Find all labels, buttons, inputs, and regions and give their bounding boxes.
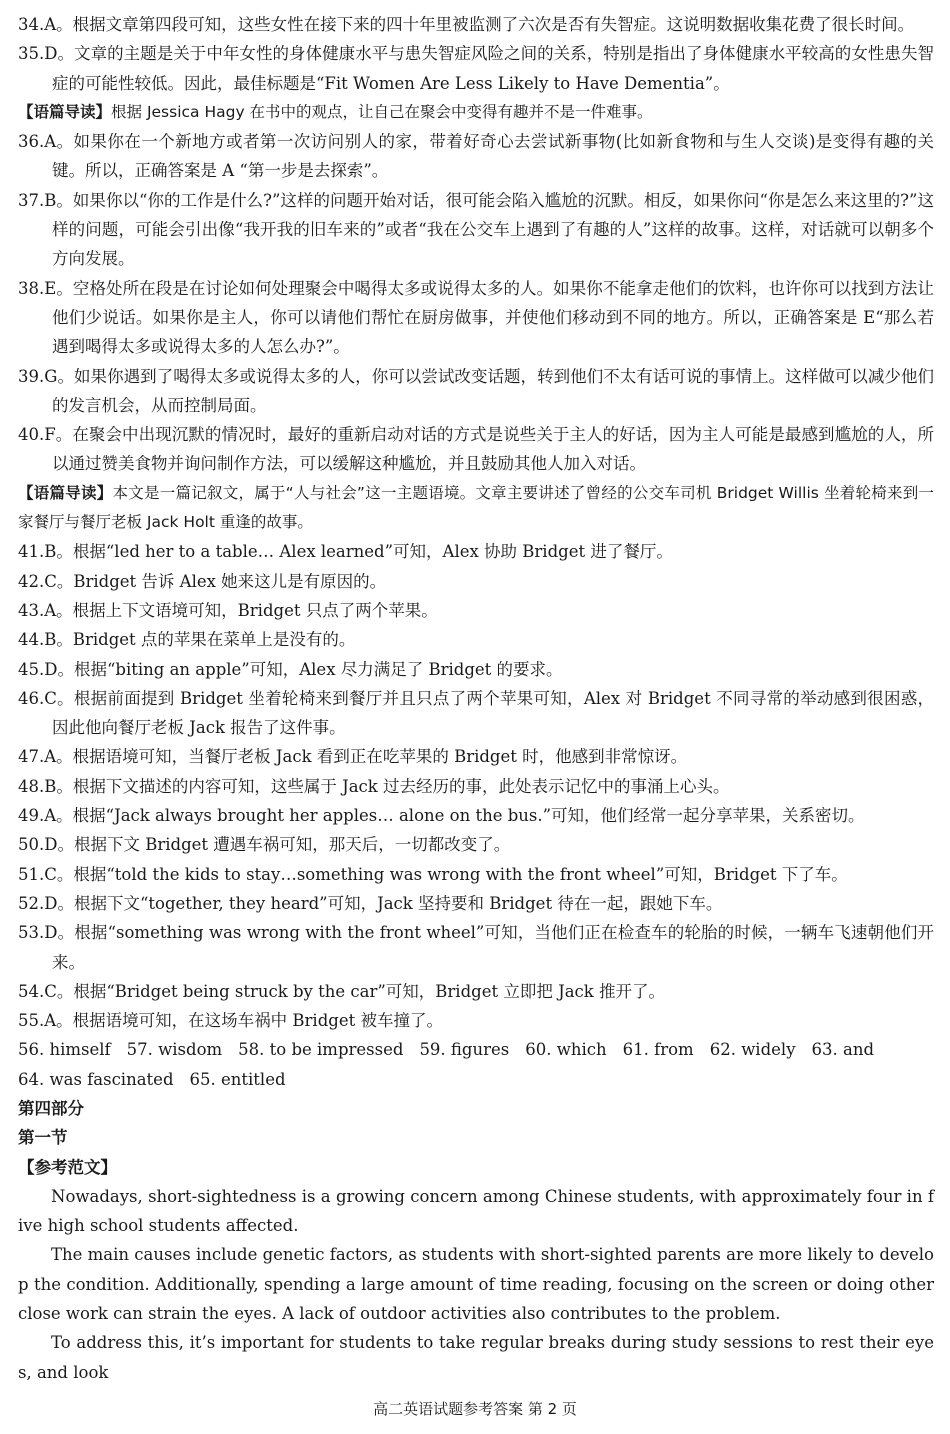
blank-answer: 56. himself (18, 1040, 111, 1060)
blank-answer: 65. entitled (189, 1069, 286, 1089)
answer-item: 45.D。根据“biting an apple”可知，Alex 尽力满足了 Bridget 的要求。 (18, 659, 563, 679)
answer-item: 37.B。如果你以“你的工作是什么?”这样的问题开始对话，很可能会陷入尴尬的沉默。相反，如果你问“你是怎么来这里的?”这样的问题，可能会引出像“我开我的旧车来的”或者“我在公交车上遇到了有趣的人”这样的故事。这样，对话就可以朝多个方向发展。 (18, 190, 934, 269)
answer-item: 43.A。根据上下文语境可知，Bridget 只点了两个苹果。 (18, 600, 438, 620)
passage-guide (18, 98, 934, 127)
sample-essay-heading: 【参考范文】 (18, 1157, 117, 1177)
answer-item: 39.G。如果你遇到了喝得太多或说得太多的人，你可以尝试改变话题，转到他们不太有话可说的事情上。这样做可以减少他们的发言机会，从而控制局面。 (18, 366, 934, 415)
page-footer: 高二英语试题参考答案 第 2 页 (373, 1400, 577, 1418)
guide-text: 根据 Jessica Hagy 在书中的观点，让自己在聚会中变得有趣并不是一件难事。 (111, 102, 653, 121)
answer-item: 50.D。根据下文 Bridget 遭遇车祸可知，那天后，一切都改变了。 (18, 835, 511, 855)
blank-fill-answers (18, 1065, 934, 1094)
answer-item: 54.C。根据“Bridget being struck by the car”可知，Bridget 立即把 Jack 推开了。 (18, 981, 666, 1001)
answer-item: 41.B。根据“led her to a table… Alex learned”可知，Alex 协助 Bridget 进了餐厅。 (18, 542, 673, 562)
blank-answer: 58. to be impressed (238, 1040, 404, 1060)
answer-item: 53.D。根据“something was wrong with the front wheel”可知，当他们正在检查车的轮胎的时候，一辆车飞速朝他们开来。 (18, 923, 934, 972)
answer-item: 42.C。Bridget 告诉 Alex 她来这儿是有原因的。 (18, 571, 387, 591)
passage-guide (18, 479, 934, 538)
answer-item: 48.B。根据下文描述的内容可知，这些属于 Jack 过去经历的事，此处表示记忆中的事涌上心头。 (18, 776, 730, 796)
blank-answer: 62. widely (709, 1040, 796, 1060)
answer-item: 51.C。根据“told the kids to stay…something was wrong with the front wheel”可知，Bridget 下了车。 (18, 864, 848, 884)
blank-answer: 60. which (525, 1040, 607, 1060)
answer-item: 44.B。Bridget 点的苹果在菜单上是没有的。 (18, 630, 356, 650)
guide-tag: 【语篇导读】 (18, 102, 112, 121)
essay-paragraph: The main causes include genetic factors, as students with short-sighted parents are more likely to develop the condition. Additionally, spending a large amount of time reading, focusing on the screen or doing other close work can strain the eyes. A lack of outdoor activities also contributes to the problem. (18, 1245, 934, 1324)
blank-answer: 59. figures (419, 1040, 510, 1060)
essay-paragraph: Nowadays, short-sightedness is a growing concern among Chinese students, with approximately four in five high school students affected. (18, 1186, 934, 1236)
answer-item: 46.C。根据前面提到 Bridget 坐着轮椅来到餐厅并且只点了两个苹果可知，Alex 对 Bridget 不同寻常的举动感到很困惑，因此他向餐厅老板 Jack 报告了这件事。 (18, 688, 934, 738)
answer-item: 49.A。根据“Jack always brought her apples… alone on the bus.”可知，他们经常一起分享苹果，关系密切。 (18, 806, 865, 826)
blank-answer: 57. wisdom (126, 1040, 223, 1060)
answer-item: 47.A。根据语境可知，当餐厅老板 Jack 看到正在吃苹果的 Bridget 时，他感到非常惊讶。 (18, 747, 688, 767)
essay-paragraph: To address this, it’s important for students to take regular breaks during study sessions to rest their eyes, and look (18, 1333, 934, 1382)
answer-item: 34.A。根据文章第四段可知，这些女性在接下来的四十年里被监测了六次是否有失智症。这说明数据收集花费了很长时间。 (18, 15, 915, 34)
answer-item: 36.A。如果你在一个新地方或者第一次访问别人的家，带着好奇心去尝试新事物(比如新食物和与生人交谈)是变得有趣的关键。所以，正确答案是 A “第一步是去探索”。 (18, 132, 934, 181)
answer-item: 52.D。根据下文“together, they heard”可知，Jack 坚持要和 Bridget 待在一起，跟她下车。 (18, 893, 723, 913)
answer-item: 40.F。在聚会中出现沉默的情况时，最好的重新启动对话的方式是说些关于主人的好话，因为主人可能是最感到尴尬的人，所以通过赞美食物并询问制作方法，可以缓解这种尴尬，并且鼓励其他人加入对话。 (18, 425, 934, 474)
answer-item: 38.E。空格处所在段是在讨论如何处理聚会中喝得太多或说得太多的人。如果你不能拿走他们的饮料，也许你可以找到方法让他们少说话。如果你是主人，你可以请他们帮忙在厨房做事，并使他们移动到不同的地方。所以，正确答案是 E“那么若遇到喝得太多或说得太多的人怎么办?”。 (18, 278, 934, 357)
answer-item: 55.A。根据语境可知，在这场车祸中 Bridget 被车撞了。 (18, 1011, 443, 1031)
guide-tag: 【语篇导读】 (18, 483, 113, 502)
blank-answer: 61. from (622, 1040, 694, 1060)
answer-key-page (18, 10, 934, 1387)
blank-fill-answers (18, 1035, 934, 1064)
part-heading: 第四部分 (18, 1098, 84, 1118)
section-heading: 第一节 (18, 1128, 68, 1148)
blank-answer: 64. was fascinated (18, 1069, 174, 1089)
guide-text: 本文是一篇记叙文，属于“人与社会”这一主题语境。文章主要讲述了曾经的公交车司机 Bridget Willis 坐着轮椅来到一家餐厅与餐厅老板 Jack Holt 重逢的故事。 (18, 483, 934, 532)
blank-answer: 63. and (811, 1040, 875, 1060)
answer-item: 35.D。文章的主题是关于中年女性的身体健康水平与患失智症风险之间的关系，特别是指出了身体健康水平较高的女性患失智症的可能性较低。因此，最佳标题是“Fit Women Are Less Likely to Have Dementia”。 (18, 44, 934, 93)
